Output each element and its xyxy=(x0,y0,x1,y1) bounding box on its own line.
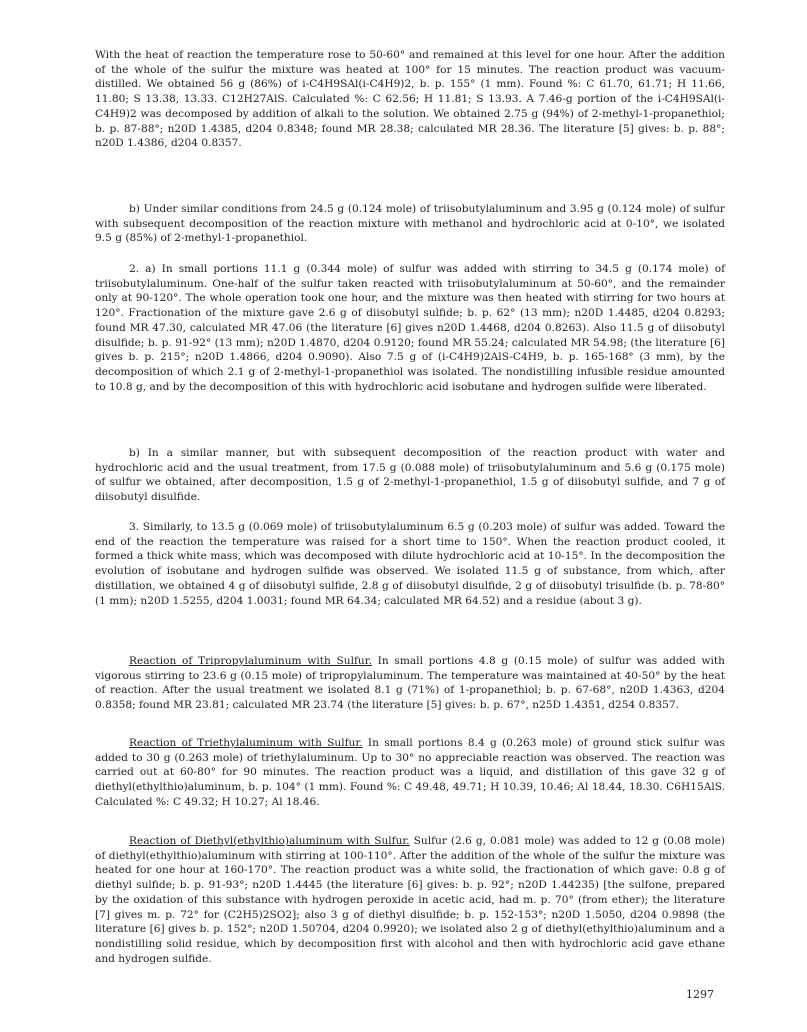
paragraph-4: b) In a similar manner, but with subsequent decomposition of the reaction product with water and hydrochloric acid and the usual treatment, from 17.5 g (0.088 mole) of triisobutylaluminum and 5.6 g (0.175 mole) of sulfur we obtained, after decomposition, 1.5 g of 2-methyl-1-propanethiol, 1.5 g of diisobutyl sulfide, and 7 g of diisobutyl disulfide. xyxy=(95,447,725,504)
section-body-triethylaluminum: In small portions 8.4 g (0.263 mole) of ground stick sulfur was added to 30 g (0.263 mole) of triethylaluminum. Up to 30° no appreciable reaction was observed. The reaction was carried out at 60-80° for 90 minutes. The reaction product was a liquid, and distillation of this gave 32 g of diethyl(ethylthio)aluminum, b. p. 104° (1 mm). Found %: C 49.48, 49.71; H 10.39, 10.46; Al 18.44, 18.30. C6H15AlS. Calculated %: C 49.32; H 10.27; Al 18.46. xyxy=(95,737,725,808)
paragraph-7 xyxy=(95,736,725,810)
section-title-diethyl-ethylthio-aluminum: Reaction of Diethyl(ethylthio)aluminum with Sulfur. xyxy=(129,835,410,847)
paragraph-6 xyxy=(95,654,725,713)
section-body-diethyl-ethylthio-aluminum: Sulfur (2.6 g, 0.081 mole) was added to 12 g (0.08 mole) of diethyl(ethylthio)aluminum with stirring at 100-110°. After the addition of the whole of the sulfur the mixture was heated for one hour at 160-170°. The reaction product was a white solid, the fractionation of which gave: 0.8 g of diethyl sulfide; b. p. 91-93°; n20D 1.4445 (the literature [6] gives: b. p. 92°; n20D 1.44235) [the sulfone, prepared by the oxidation of this substance with hydrogen peroxide in acetic acid, had m. p. 70° (from ether); the literature [7] gives m. p. 72° for (C2H5)2SO2]; also 3 g of diethyl disulfide; b. p. 152-153°; n20D 1.5050, d204 0.9898 (the literature [6] gives b. p. 152°; n20D 1.50704, d204 0.9920); we isolated also 2 g of diethyl(ethylthio)aluminum and a nondistilling solid residue, which by decomposition first with alcohol and then with hydrochloric acid gave ethane and hydrogen sulfide. xyxy=(95,835,725,965)
paragraph-8 xyxy=(95,834,725,966)
section-title-tripropylaluminum: Reaction of Tripropylaluminum with Sulfur. xyxy=(129,655,372,667)
paragraph-1: With the heat of reaction the temperature rose to 50-60° and remained at this level for one hour. After the addition of the whole of the sulfur the mixture was heated at 100° for 15 minutes. The reaction product was vacuum-distilled. We obtained 56 g (86%) of i-C4H9SAl(i-C4H9)2, b. p. 155° (1 mm). Found %: C 61.70, 61.71; H 11.66, 11.80; S 13.38, 13.33. C12H27AlS. Calculated %: C 62.56; H 11.81; S 13.93. A 7.46-g portion of the i-C4H9SAl(i-C4H9)2 was decomposed by addition of alkali to the solution. We obtained 2.75 g (94%) of 2-methyl-1-propanethiol; b. p. 87-88°; n20D 1.4385, d204 0.8348; found MR 28.38; calculated MR 28.36. The literature [5] gives: b. p. 88°; n20D 1.4386, d204 0.8357. xyxy=(95,49,725,150)
page-number: 1297 xyxy=(686,988,714,1001)
paragraph-5: 3. Similarly, to 13.5 g (0.069 mole) of triisobutylaluminum 6.5 g (0.203 mole) of sulfur was added. Toward the end of the reaction the temperature was raised for a short time to 150°. When the reaction product cooled, it formed a thick white mass, which was decomposed with dilute hydrochloric acid at 10-15°. In the decomposition the evolution of isobutane and hydrogen sulfide was observed. We isolated 11.5 g of substance, from which, after distillation, we obtained 4 g of diisobutyl sulfide, 2.8 g of diisobutyl disulfide, 2 g of diisobutyl trisulfide (b. p. 78-80° (1 mm); n20D 1.5255, d204 1.0031; found MR 64.34; calculated MR 64.52) and a residue (about 3 g). xyxy=(95,521,725,607)
section-body-tripropylaluminum: In small portions 4.8 g (0.15 mole) of sulfur was added with vigorous stirring to 23.6 g (0.15 mole) of tripropylaluminum. The temperature was maintained at 40-50° by the heat of reaction. After the usual treatment we isolated 8.1 g (71%) of 1-propanethiol; b. p. 67-68°, n20D 1.4363, d204 0.8358; found MR 23.81; calculated MR 23.74 (the literature [5] gives: b. p. 67°, n25D 1.4351, d254 0.8357. xyxy=(95,655,725,712)
paragraph-3: 2. a) In small portions 11.1 g (0.344 mole) of sulfur was added with stirring to 34.5 g (0.174 mole) of triisobutylaluminum. One-half of the sulfur taken reacted with triisobutylaluminum at 50-60°, and the remainder only at 90-120°. The whole operation took one hour, and the mixture was then heated with stirring for two hours at 120°. Fractionation of the mixture gave 2.6 g of diisobutyl sulfide; b. p. 62° (13 mm); n20D 1.4485, d204 0.8293; found MR 47.30, calculated MR 47.06 (the literature [6] gives n20D 1.4468, d204 0.8263). Also 11.5 g of diisobutyl disulfide; b. p. 91-92° (13 mm); n20D 1.4870, d204 0.9120; found MR 55.24; calculated MR 54.98; (the literature [6] gives b. p. 215°; n20D 1.4866, d204 0.9090). Also 7.5 g of (i-C4H9)2AlS-C4H9, b. p. 165-168° (3 mm), by the decomposition of which 2.1 g of 2-methyl-1-propanethiol was isolated. The nondistilling infusible residue amounted to 10.8 g, and by the decomposition of this with hydrochloric acid isobutane and hydrogen sulfide were liberated. xyxy=(95,263,725,393)
section-title-triethylaluminum: Reaction of Triethylaluminum with Sulfur. xyxy=(129,737,363,749)
paragraph-2: b) Under similar conditions from 24.5 g (0.124 mole) of triisobutylaluminum and 3.95 g (0.124 mole) of sulfur with subsequent decomposition of the reaction mixture with methanol and hydrochloric acid at 0-10°, we isolated 9.5 g (85%) of 2-methyl-1-propanethiol. xyxy=(95,203,725,245)
